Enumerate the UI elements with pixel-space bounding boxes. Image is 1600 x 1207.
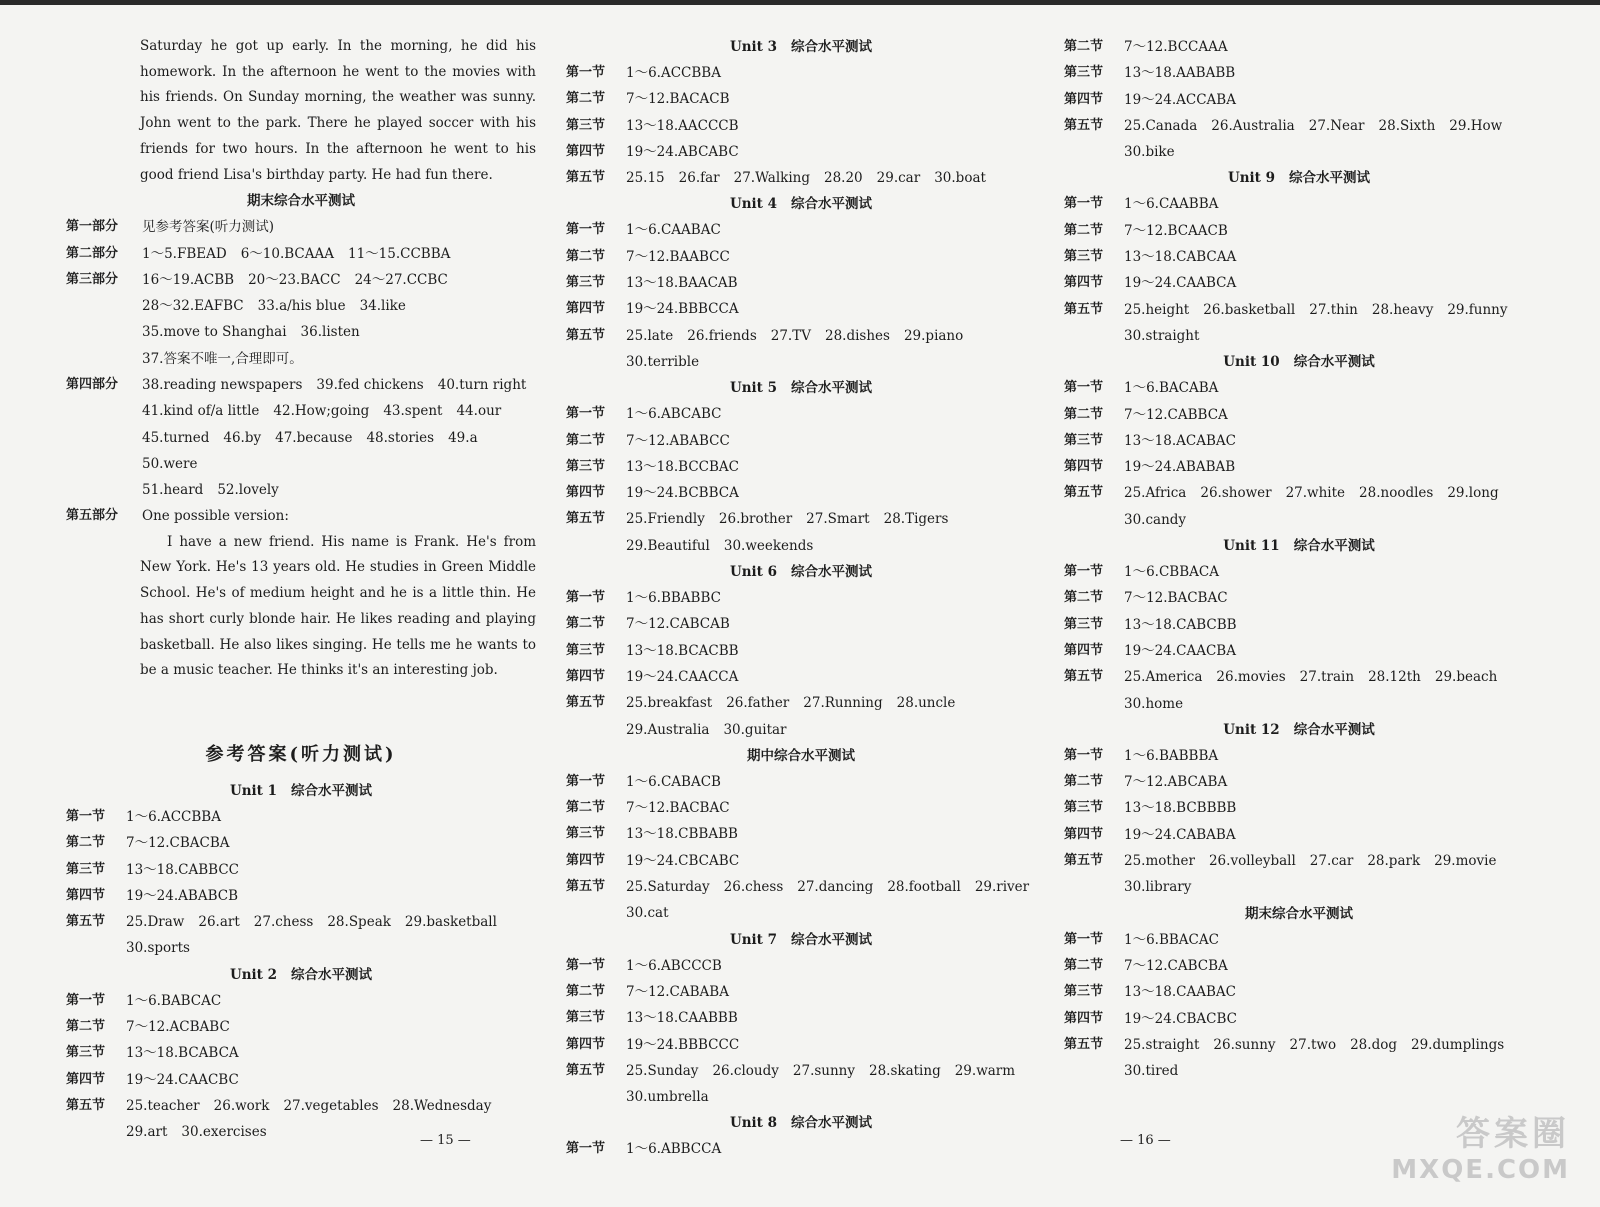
answer: 13～18.CABBCC [126,861,239,878]
answer-row [566,139,1036,165]
section-label: 第四节 [66,1071,106,1087]
answer: 13～18.ACABAC [1124,432,1236,449]
section-label: 第五节 [566,327,606,343]
unit-title: Unit 10 综合水平测试 [1223,354,1375,371]
answer: 1～6.BABBBA [1124,747,1219,764]
part-label: 第三部分 [66,271,119,287]
unit-title: Unit 2 综合水平测试 [229,966,373,983]
column-right [1064,34,1534,1084]
section-label: 第五节 [1064,301,1104,317]
answers: 25.Saturday 26.chess 27.dancing 28.football 29.river 30.cat [626,879,1030,922]
answer: 19～24.CAABCA [1124,275,1237,292]
section-label: 第二节 [566,248,606,264]
answer: 33.a/his blue [257,298,346,315]
section-label: 第二节 [1064,590,1104,606]
answer-row [566,585,1036,611]
answer: 13～18.BAACAB [626,275,738,292]
section-label: 第四节 [566,485,606,501]
answer: 52.lovely [217,482,279,499]
section-label: 第二节 [1064,774,1104,790]
section-label: 第三节 [1064,616,1104,632]
page-number-right: — 16 — [1120,1133,1171,1148]
answer: 36.listen [300,324,360,341]
section-label: 第一节 [566,957,606,973]
answers: 25.height 26.basketball 27.thin 28.heavy 29.funny 30.straight [1124,301,1508,344]
answer-row [1064,559,1534,585]
part2-answers [142,241,536,267]
answer-row [66,830,536,856]
section-label: 第三节 [66,861,106,877]
part1-row [66,214,536,240]
answer-row [1064,454,1534,480]
answer-row [1064,612,1534,638]
answer-row [1064,953,1534,979]
answer-row [566,1032,1036,1058]
answer-row [566,428,1036,454]
answer-row [1064,769,1534,795]
answer: 19～24.CAACBC [126,1071,239,1088]
answer-row [1064,1006,1534,1032]
unit-title: Unit 9 综合水平测试 [1227,170,1371,187]
essay-paragraph: I have a new friend. His name is Frank. He's from New York. He's 13 years old. He studies in Green Middle School. He's of medium height and he is a little thin. He has short curly blonde hair. He likes reading and playing basketball. He also likes singing. He tells me he wants to be a music teacher. He thinks it's an interesting job. [140,533,536,679]
section-label: 第五节 [1064,669,1104,685]
answers: 25.teacher 26.work 27.vegetables 28.Wednesday 29.art 30.exercises [126,1097,492,1141]
answer: 28～32.EAFBC [142,298,244,315]
answer-row [566,690,1036,743]
answer-row [566,323,1036,376]
section-label: 第一节 [566,590,606,606]
section-label: 第一节 [66,809,106,824]
answer-row [566,769,1036,795]
answer: 19～24.CABABA [1124,826,1236,843]
section-label: 第四节 [1064,275,1104,291]
section-label: 第二节 [566,91,606,107]
answer-row [566,979,1036,1005]
answer-row [66,1067,536,1093]
answer: 7～12.BACACB [626,91,730,108]
section-label: 第一节 [1064,196,1104,212]
answer: 38.reading newspapers [142,377,303,393]
answer: 1～6.BACABA [1124,380,1219,397]
answer-row [566,165,1036,191]
answers: 25.breakfast 26.father 27.Running 28.uncle 29.Australia 30.guitar [626,695,956,738]
answer: 45.turned [142,429,210,446]
answers: 25.15 26.far 27.Walking 28.20 29.car 30.boat [626,170,986,187]
section-label: 第四节 [566,668,606,684]
answer: 34.like [359,298,406,315]
answer: 39.fed chickens [316,377,424,393]
answer: 19～24.ABABCB [126,887,238,904]
section-label: 第三节 [66,1045,106,1061]
answer: 20～23.BACC [248,271,341,288]
answer-row [66,804,536,830]
section-label: 第一节 [566,1141,606,1157]
answer: 1～6.CAABAC [626,222,721,239]
answer: 1～5.FBEAD [142,245,227,262]
part1-text: 见参考答案(听力测试) [142,219,275,236]
unit-title: Unit 6 综合水平测试 [729,564,873,581]
answer-row [1064,480,1534,533]
section-label: 第二节 [566,983,606,999]
answer-row [1064,218,1534,244]
section-label: 第一节 [566,65,606,80]
answer-row [1064,848,1534,901]
watermark-logo [1391,1106,1570,1185]
section-label: 第四节 [1064,91,1104,107]
section-label: 第四节 [1064,1010,1104,1026]
section-label: 第一节 [566,222,606,238]
answer: 1～6.ABBCCA [626,1141,722,1158]
answer-row [1064,638,1534,664]
answer: 43.spent [383,403,443,420]
part5-intro: One possible version: [142,508,289,525]
section-label: 第二节 [66,835,106,851]
answers: 25.Africa 26.shower 27.white 28.noodles 29.long 30.candy [1124,485,1499,528]
answer-row [566,401,1036,427]
part4-answers [142,372,536,503]
answer-row [566,1136,1036,1162]
section-label: 第四节 [1064,826,1104,842]
section-label: 第一节 [566,773,606,789]
answer: 7～12.ABCABA [1124,774,1228,791]
answer-row [1064,822,1534,848]
section-label: 第一节 [1064,564,1104,580]
unit-title: Unit 1 综合水平测试 [229,783,373,799]
answer-row [566,1058,1036,1111]
answer: 7～12.BACBAC [1124,590,1228,607]
answer-row [566,296,1036,322]
answer: 13～18.BCCBAC [626,458,739,475]
part3-answers [142,267,536,372]
section-label: 第五节 [66,914,106,930]
answer: 7～12.BCCAAA [1124,39,1228,55]
section-label: 第五节 [1064,117,1104,133]
answer: 16～19.ACBB [142,271,235,288]
answer-row [1064,60,1534,86]
answer-row [566,664,1036,690]
answers: 25.mother 26.volleyball 27.car 28.park 29.movie 30.library [1124,853,1497,896]
section-label: 第二节 [1064,957,1104,973]
part-label: 第四部分 [66,377,119,392]
answer-row [566,244,1036,270]
section-label: 第三节 [1064,800,1104,816]
section-label: 第三节 [566,458,606,474]
column-middle [566,34,1036,1163]
part5-row [66,503,536,529]
answer: 1～6.BABCAC [126,992,222,1009]
section-label: 第五节 [566,511,606,527]
answer: 19～24.BBBCCC [626,1036,740,1053]
answer-row [566,454,1036,480]
midterm-title: 期中综合水平测试 [747,747,855,764]
answer-row [566,60,1036,86]
answer: 1～6.CBBACA [1124,564,1219,581]
section-label: 第五节 [1064,853,1104,869]
answer: 50.were [142,455,198,472]
section-label: 第五节 [566,1062,606,1078]
answer: 1～6.CABACB [626,773,721,790]
section-label: 第一节 [566,406,606,422]
answer-row [566,611,1036,637]
answer-line [142,293,536,319]
answer: 7～12.CABBCA [1124,406,1228,423]
answer-row [566,506,1036,559]
answer: 13～18.BCABCA [126,1045,239,1062]
section-label: 第三节 [1064,432,1104,448]
section-label: 第五节 [566,879,606,895]
final-test-title: 期末综合水平测试 [247,193,355,210]
section-label: 第二节 [566,616,606,632]
answer: 19～24.ACCABA [1124,91,1236,108]
section-label: 第三节 [1064,984,1104,1000]
section-label: 第一节 [1064,931,1104,947]
section-label: 第五节 [1064,1036,1104,1052]
story-paragraph: Saturday he got up early. In the morning, he did his homework. In the afternoon he went to the movies with his friends. On Sunday morning, the weather was sunny. John went to the park. There he played soccer with his friends for two hours. In the afternoon he went to his good friend Lisa's birthday party. He had fun there. [140,38,536,183]
answer-line [142,267,536,293]
answer: 7～12.BCAACB [1124,222,1228,239]
watermark-url: MXQE.COM [1391,1155,1570,1185]
answer-row [566,480,1036,506]
section-label: 第二节 [566,432,606,448]
answer: 13～18.CAABBB [626,1010,738,1027]
answer-row [1064,743,1534,769]
answer: 48.stories [366,429,435,446]
final-listening-title: 期末综合水平测试 [1245,905,1353,922]
answer-row [1064,113,1534,166]
answer-line [142,319,536,345]
part4-row [66,372,536,503]
answer: 7～12.ACBABC [126,1019,230,1036]
answers: 25.Friendly 26.brother 27.Smart 28.Tigers 29.Beautiful 30.weekends [626,511,949,554]
answer: 1～6.ABCABC [626,406,722,423]
answer-row [1064,402,1534,428]
answer-line [142,477,536,503]
answer: 19～24.CAACBA [1124,642,1236,659]
section-label: 第四节 [1064,459,1104,475]
section-label: 第四节 [566,301,606,317]
answer: 13～18.CABCAA [1124,249,1237,266]
section-label: 第二节 [1064,39,1104,54]
unit-title: Unit 7 综合水平测试 [729,931,873,948]
answer-row [1064,927,1534,953]
section-label: 第一节 [66,992,106,1008]
answer: 19～24.ABABAB [1124,459,1236,476]
answer: 13～18.AABABB [1124,65,1236,82]
section-label: 第三节 [566,1010,606,1026]
answer: 13～18.AACCCB [626,117,739,134]
answer-note: 37.答案不唯一,合理即可。 [142,350,303,367]
answer-row [1064,270,1534,296]
unit-title: Unit 11 综合水平测试 [1223,538,1375,555]
answer-row [566,821,1036,847]
answer-row [566,638,1036,664]
section-label: 第一节 [1064,747,1104,763]
answer: 13～18.BCBBBB [1124,800,1237,817]
answer: 1～6.BBABBC [626,590,721,607]
answer-line [142,425,536,478]
answer-row [1064,34,1534,60]
unit-title: Unit 3 综合水平测试 [729,39,873,55]
answer: 7～12.CABCBA [1124,957,1228,974]
section-label: 第四节 [66,887,106,903]
section-label: 第三节 [1064,249,1104,265]
answer: 7～12.BAABCC [626,248,730,265]
answer: 19～24.ABCABC [626,143,739,160]
page-number-left: — 15 — [420,1133,471,1148]
answer: 7～12.CABABA [626,983,729,1000]
listening-answers-title: 参考答案(听力测试) [205,744,397,765]
answer-row [1064,87,1534,113]
answer-row [1064,664,1534,717]
answer: 1～6.CAABBA [1124,196,1219,213]
section-label: 第三节 [566,826,606,842]
answer: 51.heard [142,482,204,499]
answer-row [1064,244,1534,270]
answer: 1～6.ACCBBA [126,809,221,825]
answer-row [1064,979,1534,1005]
section-label: 第三节 [1064,65,1104,81]
answer: 7～12.ABABCC [626,432,730,449]
section-label: 第二节 [1064,406,1104,422]
answer-row [1064,297,1534,350]
part-label: 第一部分 [66,219,119,235]
answer-row [566,113,1036,139]
answer-row [566,1005,1036,1031]
section-label: 第三节 [566,275,606,291]
answer: 13～18.BCACBB [626,642,739,659]
unit-title: Unit 5 综合水平测试 [729,380,873,397]
answer: 19～24.CAACCA [626,668,739,685]
answer-row [66,1014,536,1040]
section-label: 第四节 [566,143,606,159]
answer-row [66,909,536,962]
answer-row [1064,191,1534,217]
answer: 7～12.CABCAB [626,616,730,633]
answer-row [66,883,536,909]
part3-row [66,267,536,372]
answer-row [566,795,1036,821]
section-label: 第三节 [566,642,606,658]
answer: 35.move to Shanghai [142,324,287,341]
answer: 11～15.CCBBA [348,245,451,262]
answer: 19～24.BCBBCA [626,485,739,502]
section-label: 第四节 [566,1036,606,1052]
answer: 47.because [275,429,353,446]
answer: 1～6.ABCCCB [626,957,722,974]
section-label: 第五节 [66,1097,106,1113]
part-label: 第五部分 [66,508,119,524]
answer-row [66,1040,536,1066]
answer: 19～24.CBCABC [626,852,740,869]
answers: 25.late 26.friends 27.TV 28.dishes 29.piano 30.terrible [626,327,964,370]
unit-title: Unit 8 综合水平测试 [729,1115,873,1132]
answer-row [1064,795,1534,821]
answer: 7～12.CBACBA [126,835,230,852]
answer: 49.a [448,429,478,446]
answer-row [1064,1032,1534,1085]
answer-row [1064,375,1534,401]
answer-row [566,874,1036,927]
unit-title: Unit 12 综合水平测试 [1223,721,1375,738]
section-label: 第五节 [566,170,606,186]
answer-row [1064,428,1534,454]
top-border [0,0,1600,5]
answers: 25.America 26.movies 27.train 28.12th 29.beach 30.home [1124,669,1498,712]
answer: 19～24.CBACBC [1124,1010,1237,1027]
section-label: 第五节 [1064,485,1104,501]
answer: 44.our [456,403,502,420]
part2-row [66,241,536,267]
answer: 13～18.CAABAC [1124,984,1236,1001]
answer-line [142,372,536,398]
answer: 24～27.CCBC [354,271,448,288]
section-label: 第四节 [1064,642,1104,658]
watermark-text: 答案圈 [1456,1114,1570,1154]
answer-row [566,86,1036,112]
answer: 42.How;going [273,403,370,420]
section-label: 第三节 [566,117,606,133]
answers: 25.Sunday 26.cloudy 27.sunny 28.skating 29.warm 30.umbrella [626,1062,1016,1106]
part-label: 第二部分 [66,245,119,261]
section-label: 第一节 [1064,380,1104,396]
answers: 25.Canada 26.Australia 27.Near 28.Sixth 29.How 30.bike [1124,117,1503,161]
answer-line [142,398,536,424]
answer-row [1064,585,1534,611]
section-label: 第四节 [566,852,606,868]
column-left [66,34,536,1146]
section-label: 第二节 [1064,222,1104,238]
answer: 41.kind of/a little [142,403,260,420]
answer: 40.turn right [437,377,527,393]
answer-row [566,270,1036,296]
section-label: 第五节 [566,695,606,711]
answers: 25.straight 26.sunny 27.two 28.dog 29.dumplings 30.tired [1124,1036,1505,1080]
answer: 13～18.CBBABB [626,826,738,843]
answer-row [566,217,1036,243]
section-label: 第二节 [66,1019,106,1035]
answer: 1～6.ACCBBA [626,65,721,81]
answers: 25.Draw 26.art 27.chess 28.Speak 29.basketball 30.sports [126,914,497,957]
answer: 19～24.BBBCCA [626,301,739,318]
answer-row [66,857,536,883]
answer: 7～12.BACBAC [626,800,730,817]
answer: 46.by [223,429,262,446]
answer: 1～6.BBACAC [1124,931,1219,948]
unit-title: Unit 4 综合水平测试 [729,196,873,213]
answer: 6～10.BCAAA [240,245,334,262]
answer: 13～18.CABCBB [1124,616,1237,633]
answer-row [566,848,1036,874]
section-label: 第二节 [566,800,606,816]
answer-row [66,988,536,1014]
answer-row [566,953,1036,979]
